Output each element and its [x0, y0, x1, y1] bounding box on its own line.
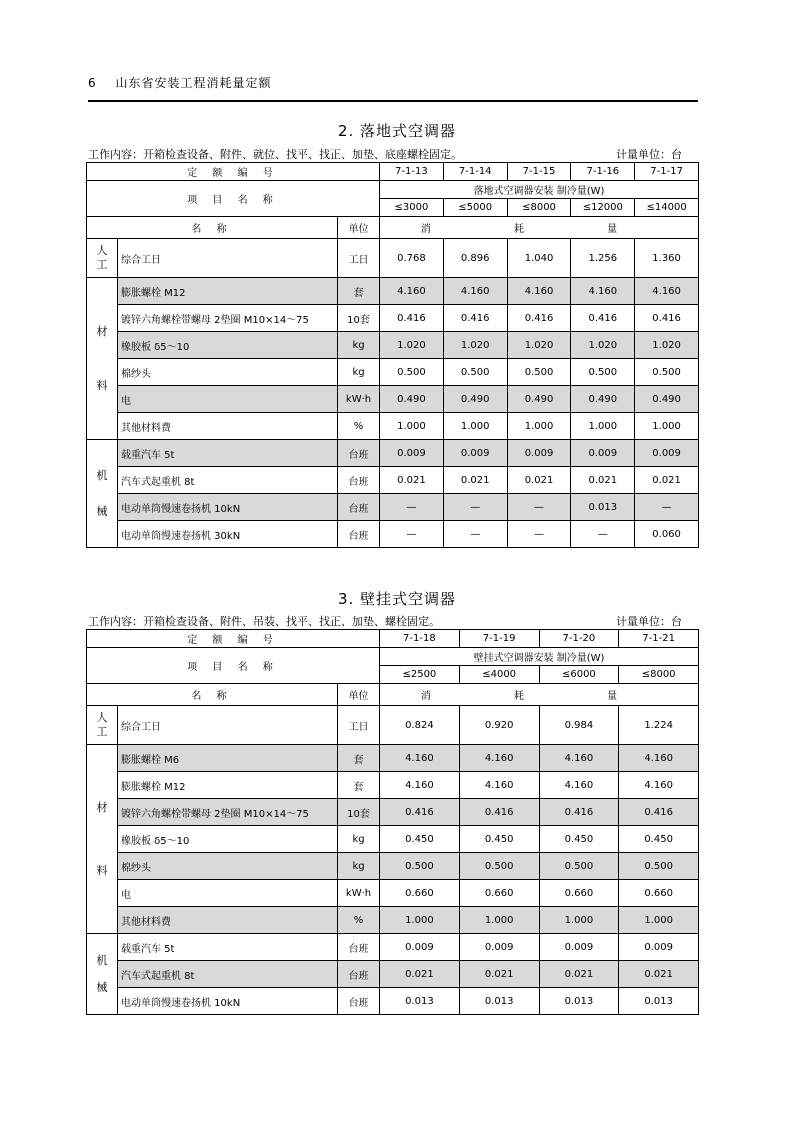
consumption-value: 0.450 — [459, 826, 539, 853]
consumption-value: 4.160 — [443, 278, 507, 305]
resource-unit: 10套 — [338, 305, 380, 332]
group-label-cell — [87, 745, 118, 934]
consumption-value: 0.009 — [380, 440, 444, 467]
resource-name: 镀锌六角螺栓带螺母 2垫圈 M10×14～75 — [118, 305, 338, 332]
consumption-value: 0.009 — [571, 440, 635, 467]
consumption-value: 0.021 — [443, 467, 507, 494]
resource-name: 棉纱头 — [118, 853, 338, 880]
table-row — [87, 332, 699, 359]
spec-value: ≤4000 — [459, 666, 539, 684]
consumption-value: 0.021 — [507, 467, 571, 494]
consumption-value: 1.040 — [507, 239, 571, 278]
group-label: 材料 — [96, 324, 108, 392]
resource-unit: % — [338, 907, 380, 934]
section2-title: 2. 落地式空调器 — [337, 122, 457, 140]
resource-unit: 台班 — [338, 988, 380, 1015]
resource-unit: 台班 — [338, 961, 380, 988]
consumption-value: 1.000 — [635, 413, 699, 440]
resource-unit: 台班 — [338, 521, 380, 548]
consumption-value: 0.416 — [459, 799, 539, 826]
quota-code: 7-1-16 — [571, 163, 635, 181]
item-name-label: 项 目 名 称 — [87, 181, 380, 217]
group-label: 人工 — [96, 244, 108, 271]
consumption-value: 0.500 — [571, 359, 635, 386]
consumption-value: 0.416 — [619, 799, 699, 826]
consumption-value: 0.021 — [539, 961, 619, 988]
consumption-value: 1.000 — [619, 907, 699, 934]
group-label: 机械 — [96, 954, 108, 994]
consumption-value: 0.490 — [635, 386, 699, 413]
consumption-value: 0.490 — [443, 386, 507, 413]
consumption-value: 1.020 — [571, 332, 635, 359]
table-row — [87, 799, 699, 826]
consumption-value: 4.160 — [635, 278, 699, 305]
quota-code: 7-1-13 — [380, 163, 444, 181]
consumption-value: 4.160 — [507, 278, 571, 305]
consumption-value: — — [507, 521, 571, 548]
consumption-value: 1.256 — [571, 239, 635, 278]
resource-name: 电动单筒慢速卷扬机 30kN — [118, 521, 338, 548]
consumption-value: 0.500 — [539, 853, 619, 880]
resource-unit: 工日 — [338, 706, 380, 745]
unit-column-header: 单位 — [338, 217, 380, 239]
group-label-cell — [87, 440, 118, 548]
column-header-row — [87, 217, 699, 239]
header-rule — [88, 100, 698, 102]
consumption-value: 1.000 — [443, 413, 507, 440]
table-row — [87, 706, 699, 745]
consumption-column-header: 消 耗 量 — [380, 217, 699, 239]
consumption-value: 0.013 — [571, 494, 635, 521]
consumption-value: — — [571, 521, 635, 548]
consumption-value: 0.021 — [619, 961, 699, 988]
consumption-value: 0.009 — [539, 934, 619, 961]
consumption-value: — — [443, 521, 507, 548]
section3-work-content: 工作内容：开箱检查设备、附件、吊装、找平、找正、加垫、螺栓固定。 — [88, 615, 440, 628]
resource-unit: 套 — [338, 772, 380, 799]
category-label: 落地式空调器安装 制冷量(W) — [380, 181, 699, 199]
quota-code-row — [87, 163, 699, 181]
page-number: 6 — [88, 76, 97, 90]
spec-value: ≤8000 — [507, 199, 571, 217]
resource-unit: kg — [338, 826, 380, 853]
consumption-value: 0.450 — [380, 826, 460, 853]
resource-name: 镀锌六角螺栓带螺母 2垫圈 M10×14～75 — [118, 799, 338, 826]
group-label-cell — [87, 278, 118, 440]
consumption-value: — — [507, 494, 571, 521]
consumption-value: 0.021 — [459, 961, 539, 988]
item-name-label: 项 目 名 称 — [87, 648, 380, 684]
consumption-value: 0.416 — [380, 305, 444, 332]
consumption-value: 0.009 — [443, 440, 507, 467]
resource-name: 汽车式起重机 8t — [118, 467, 338, 494]
consumption-value: 0.500 — [443, 359, 507, 386]
group-label: 机械 — [96, 468, 108, 518]
resource-name: 汽车式起重机 8t — [118, 961, 338, 988]
section2-quota-table — [86, 162, 699, 548]
consumption-value: 0.416 — [380, 799, 460, 826]
consumption-value: 4.160 — [619, 772, 699, 799]
spec-value: ≤3000 — [380, 199, 444, 217]
table-row — [87, 988, 699, 1015]
resource-unit: 10套 — [338, 799, 380, 826]
page-header — [88, 74, 271, 91]
quota-code: 7-1-20 — [539, 630, 619, 648]
resource-name: 电 — [118, 386, 338, 413]
consumption-value: 0.490 — [571, 386, 635, 413]
consumption-value: 1.224 — [619, 706, 699, 745]
quota-code: 7-1-17 — [635, 163, 699, 181]
spec-value: ≤8000 — [619, 666, 699, 684]
consumption-value: 0.500 — [380, 853, 460, 880]
consumption-value: 0.416 — [443, 305, 507, 332]
section2-work-line — [88, 146, 698, 162]
section3-title: 3. 壁挂式空调器 — [337, 590, 457, 608]
table-row — [87, 961, 699, 988]
section3-quota-table — [86, 629, 699, 1015]
resource-unit: 台班 — [338, 440, 380, 467]
consumption-value: 0.021 — [635, 467, 699, 494]
resource-unit: 工日 — [338, 239, 380, 278]
category-row — [87, 648, 699, 666]
consumption-value: 4.160 — [539, 772, 619, 799]
table-row — [87, 880, 699, 907]
consumption-value: 0.060 — [635, 521, 699, 548]
table-row — [87, 745, 699, 772]
resource-name: 电 — [118, 880, 338, 907]
table-row — [87, 772, 699, 799]
consumption-value: 0.013 — [619, 988, 699, 1015]
table-row — [87, 359, 699, 386]
consumption-value: 0.490 — [507, 386, 571, 413]
table-row — [87, 239, 699, 278]
quota-code: 7-1-15 — [507, 163, 571, 181]
consumption-value: 0.450 — [619, 826, 699, 853]
consumption-value: 0.009 — [507, 440, 571, 467]
section3-work-line — [88, 613, 698, 629]
resource-unit: kg — [338, 332, 380, 359]
resource-unit: kg — [338, 853, 380, 880]
resource-unit: 台班 — [338, 934, 380, 961]
consumption-value: — — [380, 494, 444, 521]
consumption-value: 0.500 — [380, 359, 444, 386]
unit-column-header: 单位 — [338, 684, 380, 706]
quota-code-row — [87, 630, 699, 648]
consumption-value: 0.009 — [635, 440, 699, 467]
name-column-header: 名 称 — [87, 217, 338, 239]
consumption-value: 0.013 — [380, 988, 460, 1015]
consumption-value: 0.660 — [459, 880, 539, 907]
resource-name: 棉纱头 — [118, 359, 338, 386]
resource-name: 膨胀螺栓 M6 — [118, 745, 338, 772]
consumption-value: 4.160 — [571, 278, 635, 305]
consumption-value: 1.020 — [380, 332, 444, 359]
table-row — [87, 907, 699, 934]
table-row — [87, 934, 699, 961]
group-label: 人工 — [96, 711, 108, 738]
consumption-value: — — [443, 494, 507, 521]
consumption-value: 1.000 — [507, 413, 571, 440]
quota-code-label: 定 额 编 号 — [87, 163, 380, 181]
consumption-value: 1.020 — [635, 332, 699, 359]
group-label-cell — [87, 706, 118, 745]
table-row — [87, 494, 699, 521]
consumption-value: 1.000 — [380, 907, 460, 934]
consumption-value: 0.416 — [507, 305, 571, 332]
consumption-value: 0.896 — [443, 239, 507, 278]
table-row — [87, 826, 699, 853]
consumption-value: 1.360 — [635, 239, 699, 278]
table-row — [87, 278, 699, 305]
consumption-value: 1.000 — [380, 413, 444, 440]
consumption-value: 0.009 — [619, 934, 699, 961]
quota-code: 7-1-19 — [459, 630, 539, 648]
consumption-value: 0.660 — [380, 880, 460, 907]
consumption-value: — — [635, 494, 699, 521]
resource-name: 载重汽车 5t — [118, 440, 338, 467]
consumption-value: 0.021 — [571, 467, 635, 494]
consumption-value: 4.160 — [619, 745, 699, 772]
resource-name: 膨胀螺栓 M12 — [118, 278, 338, 305]
spec-value: ≤14000 — [635, 199, 699, 217]
consumption-value: 0.500 — [635, 359, 699, 386]
category-label: 壁挂式空调器安装 制冷量(W) — [380, 648, 699, 666]
consumption-value: 0.490 — [380, 386, 444, 413]
consumption-value: 4.160 — [380, 745, 460, 772]
quota-code: 7-1-18 — [380, 630, 460, 648]
consumption-value: 1.020 — [507, 332, 571, 359]
resource-name: 载重汽车 5t — [118, 934, 338, 961]
section2-work-content: 工作内容：开箱检查设备、附件、就位、找平、找正、加垫、底座螺栓固定。 — [88, 148, 462, 161]
table-row — [87, 467, 699, 494]
consumption-value: — — [380, 521, 444, 548]
table-row — [87, 386, 699, 413]
consumption-value: 4.160 — [459, 745, 539, 772]
consumption-value: 0.009 — [459, 934, 539, 961]
spec-value: ≤12000 — [571, 199, 635, 217]
consumption-value: 0.500 — [507, 359, 571, 386]
resource-name: 橡胶板 δ5～10 — [118, 332, 338, 359]
spec-value: ≤2500 — [380, 666, 460, 684]
table-row — [87, 521, 699, 548]
consumption-value: 0.984 — [539, 706, 619, 745]
name-column-header: 名 称 — [87, 684, 338, 706]
resource-name: 橡胶板 δ5～10 — [118, 826, 338, 853]
consumption-column-header: 消 耗 量 — [380, 684, 699, 706]
category-row — [87, 181, 699, 199]
spec-value: ≤6000 — [539, 666, 619, 684]
table-row — [87, 440, 699, 467]
consumption-value: 0.416 — [539, 799, 619, 826]
consumption-value: 4.160 — [380, 772, 460, 799]
consumption-value: 4.160 — [459, 772, 539, 799]
group-label: 材料 — [96, 801, 108, 877]
table-row — [87, 413, 699, 440]
resource-name: 电动单筒慢速卷扬机 10kN — [118, 494, 338, 521]
resource-name: 其他材料费 — [118, 413, 338, 440]
group-label-cell — [87, 239, 118, 278]
resource-name: 电动单筒慢速卷扬机 10kN — [118, 988, 338, 1015]
consumption-value: 0.500 — [619, 853, 699, 880]
quota-code-label: 定 额 编 号 — [87, 630, 380, 648]
consumption-value: 0.013 — [459, 988, 539, 1015]
consumption-value: 1.000 — [539, 907, 619, 934]
quota-code: 7-1-21 — [619, 630, 699, 648]
consumption-value: 1.020 — [443, 332, 507, 359]
consumption-value: 0.021 — [380, 467, 444, 494]
consumption-value: 1.000 — [571, 413, 635, 440]
section2-measure-unit: 计量单位：台 — [616, 148, 682, 161]
resource-unit: 套 — [338, 745, 380, 772]
consumption-value: 0.009 — [380, 934, 460, 961]
table-row — [87, 853, 699, 880]
spec-value: ≤5000 — [443, 199, 507, 217]
column-header-row — [87, 684, 699, 706]
table-row — [87, 305, 699, 332]
resource-unit: 台班 — [338, 494, 380, 521]
resource-unit: kg — [338, 359, 380, 386]
resource-name: 综合工日 — [118, 706, 338, 745]
consumption-value: 0.416 — [571, 305, 635, 332]
consumption-value: 0.416 — [635, 305, 699, 332]
consumption-value: 4.160 — [380, 278, 444, 305]
consumption-value: 0.768 — [380, 239, 444, 278]
consumption-value: 0.021 — [380, 961, 460, 988]
resource-unit: 台班 — [338, 467, 380, 494]
consumption-value: 0.013 — [539, 988, 619, 1015]
book-title: 山东省安装工程消耗量定额 — [115, 76, 272, 90]
resource-unit: 套 — [338, 278, 380, 305]
resource-unit: kW·h — [338, 386, 380, 413]
consumption-value: 1.000 — [459, 907, 539, 934]
resource-name: 其他材料费 — [118, 907, 338, 934]
resource-unit: kW·h — [338, 880, 380, 907]
resource-name: 膨胀螺栓 M12 — [118, 772, 338, 799]
consumption-value: 4.160 — [539, 745, 619, 772]
group-label-cell — [87, 934, 118, 1015]
resource-name: 综合工日 — [118, 239, 338, 278]
consumption-value: 0.660 — [619, 880, 699, 907]
section3-measure-unit: 计量单位：台 — [616, 615, 682, 628]
resource-unit: % — [338, 413, 380, 440]
consumption-value: 0.660 — [539, 880, 619, 907]
consumption-value: 0.824 — [380, 706, 460, 745]
consumption-value: 0.450 — [539, 826, 619, 853]
quota-code: 7-1-14 — [443, 163, 507, 181]
consumption-value: 0.500 — [459, 853, 539, 880]
consumption-value: 0.920 — [459, 706, 539, 745]
